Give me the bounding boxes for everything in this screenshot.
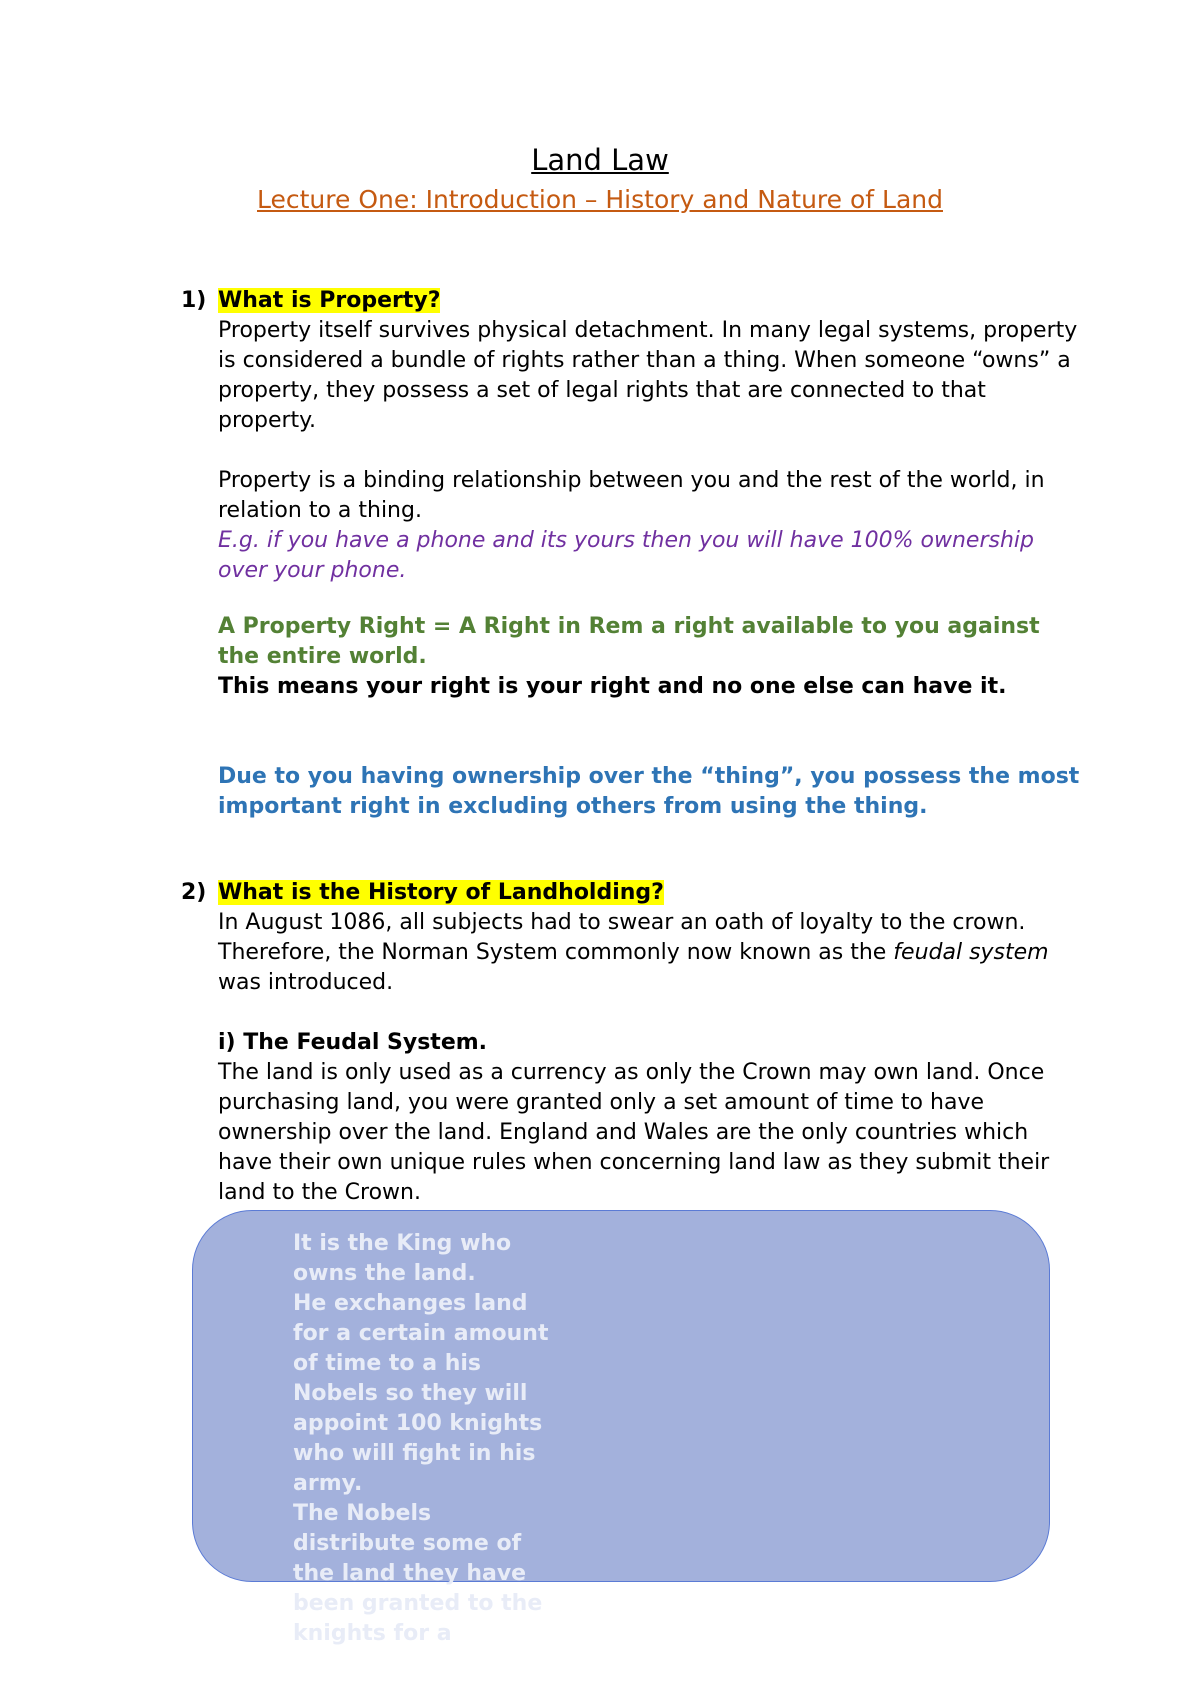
section-1-meaning: This means your right is your right and no one else can have it. bbox=[218, 674, 1007, 699]
section-1-para-2: Property is a binding relationship between you and the rest of the world, in relation to a thing. bbox=[218, 468, 1045, 523]
section-1-number: 1) bbox=[181, 288, 207, 313]
feudal-system-paragraph: The land is only used as a currency as only the Crown may own land. Once purchasing land, you were granted only a set amount of time to have ownership over the land. England and Wales are the only countries which have their own unique rules when concerning land law as they submit their land to the Crown. bbox=[218, 1060, 1050, 1205]
section-2-heading: What is the History of Landholding? bbox=[218, 880, 664, 905]
section-2-heading-row bbox=[218, 878, 1088, 908]
feudal-system-subheading: i) The Feudal System. bbox=[218, 1030, 488, 1055]
callout-line-1: It is the King who owns the land. bbox=[293, 1231, 512, 1286]
document-title: Land Law bbox=[531, 143, 669, 177]
callout-line-3: The Nobels distribute some of the land they have been granted to the knights for a bbox=[293, 1501, 543, 1646]
section-1-heading-row bbox=[218, 286, 1088, 316]
section-2-intro-end: was introduced. bbox=[218, 970, 394, 995]
section-1-example: E.g. if you have a phone and its yours then you will have 100% ownership over your phone. bbox=[218, 528, 1034, 583]
section-2-intro-start: In August 1086, all subjects had to swear an oath of loyalty to the crown. Therefore, the Norman System commonly now known as the bbox=[218, 910, 1026, 965]
section-1-heading: What is Property? bbox=[218, 288, 441, 313]
section-2-number: 2) bbox=[181, 880, 207, 905]
callout-text bbox=[293, 1229, 553, 1649]
section-2-intro bbox=[218, 908, 1088, 998]
section-2-intro-term: feudal system bbox=[893, 940, 1049, 965]
section-1-conclusion: Due to you having ownership over the “thing”, you possess the most important right in excluding others from using the thing. bbox=[218, 764, 1080, 819]
document-subtitle: Lecture One: Introduction – History and Nature of Land bbox=[257, 185, 943, 214]
section-1-definition: A Property Right = A Right in Rem a right available to you against the entire world. bbox=[218, 614, 1040, 669]
section-1-para-1: Property itself survives physical detachment. In many legal systems, property is considered a bundle of rights rather than a thing. When someone “owns” a property, they possess a set of legal rights that are connected to that property. bbox=[218, 318, 1078, 433]
callout-line-2: He exchanges land for a certain amount of time to a his Nobels so they will appoint 100 knights who will fight in his army. bbox=[293, 1291, 549, 1496]
